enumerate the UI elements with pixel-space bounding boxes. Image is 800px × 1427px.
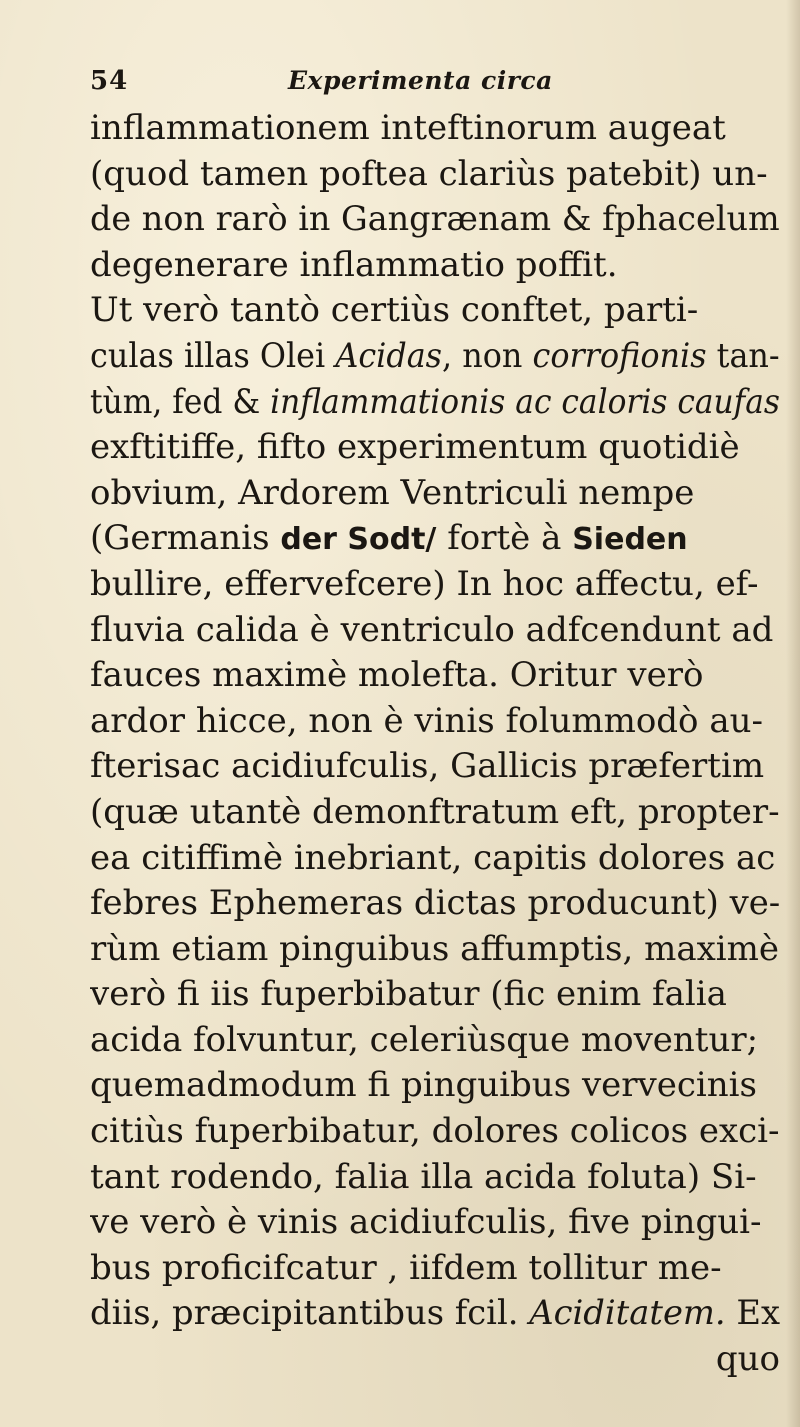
text-segment: obvium, Ardorem Ventriculi nempe <box>90 472 695 513</box>
text-segment: culas illas Olei <box>90 335 336 376</box>
text-segment: quemadmodum fi pinguibus vervecinis <box>90 1065 758 1106</box>
text-segment: (quæ utantè demonftratum eft, propter- <box>90 791 780 832</box>
text-segment: (Germanis <box>90 518 281 559</box>
text-line <box>90 836 780 882</box>
blackletter-text: Sieden <box>572 522 688 558</box>
page-edge-shadow <box>786 0 800 1427</box>
text-line <box>90 106 780 152</box>
text-segment: fluvia calida è ventriculo adfcendunt ad <box>90 609 774 650</box>
text-line <box>90 653 780 699</box>
text-segment: ardor hicce, non è vinis folummodò au- <box>90 700 763 741</box>
text-segment: fterisac acidiufculis, Gallicis præfertim <box>90 746 765 787</box>
text-segment: (quod tamen poftea clariùs patebit) un- <box>90 153 768 194</box>
text-line <box>90 1018 780 1064</box>
text-line <box>90 1200 780 1246</box>
italic-text: inflammationis ac caloris caufas <box>270 381 780 422</box>
text-line <box>90 288 780 334</box>
text-line <box>90 927 780 973</box>
text-segment: tùm, fed & <box>90 381 271 422</box>
text-line <box>90 699 780 745</box>
text-segment: citiùs fuperbibatur, dolores colicos exci- <box>90 1111 780 1152</box>
text-segment: verò fi iis fuperbibatur (fic enim falia <box>90 974 727 1015</box>
text-segment: Ex <box>725 1293 780 1334</box>
text-line <box>90 1109 780 1155</box>
text-line <box>90 881 780 927</box>
text-line <box>90 1246 780 1292</box>
text-segment: Ut verò tantò certiùs conftet, parti- <box>90 290 699 331</box>
text-segment: exftitiffe, fifto experimentum quotidiè <box>90 427 740 468</box>
text-line <box>90 608 780 654</box>
text-line <box>90 1063 780 1109</box>
text-line <box>90 197 780 243</box>
text-line <box>90 1291 780 1337</box>
text-line <box>90 334 780 380</box>
text-segment: rùm etiam pinguibus affumptis, maximè <box>90 928 780 969</box>
text-segment: , non <box>442 335 533 376</box>
text-segment: acida folvuntur, celeriùsque moventur; <box>90 1019 759 1060</box>
text-segment: diis, præcipitantibus fcil. <box>90 1293 530 1334</box>
text-line <box>90 1155 780 1201</box>
text-segment: degenerare inflammatio poffit. <box>90 244 618 285</box>
text-segment: fortè à <box>436 518 573 559</box>
text-line <box>90 516 780 562</box>
page-number: 54 <box>90 66 129 96</box>
text-segment: ea citiffimè inebriant, capitis dolores ac <box>90 837 776 878</box>
italic-text: corrofionis <box>532 335 707 376</box>
text-line <box>90 471 780 517</box>
text-line <box>90 152 780 198</box>
blackletter-text: der Sodt/ <box>280 522 437 558</box>
text-segment: bullire, effervefcere) In hoc affectu, ef- <box>90 563 759 604</box>
italic-text: Aciditatem. <box>529 1293 726 1334</box>
page-header <box>90 66 760 100</box>
text-line <box>90 380 780 426</box>
text-segment: bus proficifcatur , iifdem tollitur me- <box>90 1247 722 1288</box>
running-head: Experimenta circa <box>288 66 553 95</box>
text-segment: febres Ephemeras dictas producunt) ve- <box>90 883 780 924</box>
text-line <box>90 562 780 608</box>
text-segment: tant rodendo, falia illa acida foluta) Si- <box>90 1156 757 1197</box>
italic-text: Acidas <box>335 335 443 376</box>
text-line <box>90 790 780 836</box>
text-segment: quo <box>715 1339 780 1380</box>
body-text <box>90 106 780 1383</box>
text-segment: inflammationem inteftinorum augeat <box>90 108 726 148</box>
text-line <box>90 425 780 471</box>
text-line <box>90 1337 780 1383</box>
text-line <box>90 972 780 1018</box>
text-segment: de non rarò in Gangrænam & fphacelum <box>90 199 780 240</box>
text-segment: fauces maximè molefta. Oritur verò <box>90 655 704 696</box>
text-segment: tan- <box>706 335 780 376</box>
text-line <box>90 744 780 790</box>
text-line <box>90 243 780 289</box>
text-segment: ve verò è vinis acidiufculis, five pingui- <box>90 1202 762 1243</box>
